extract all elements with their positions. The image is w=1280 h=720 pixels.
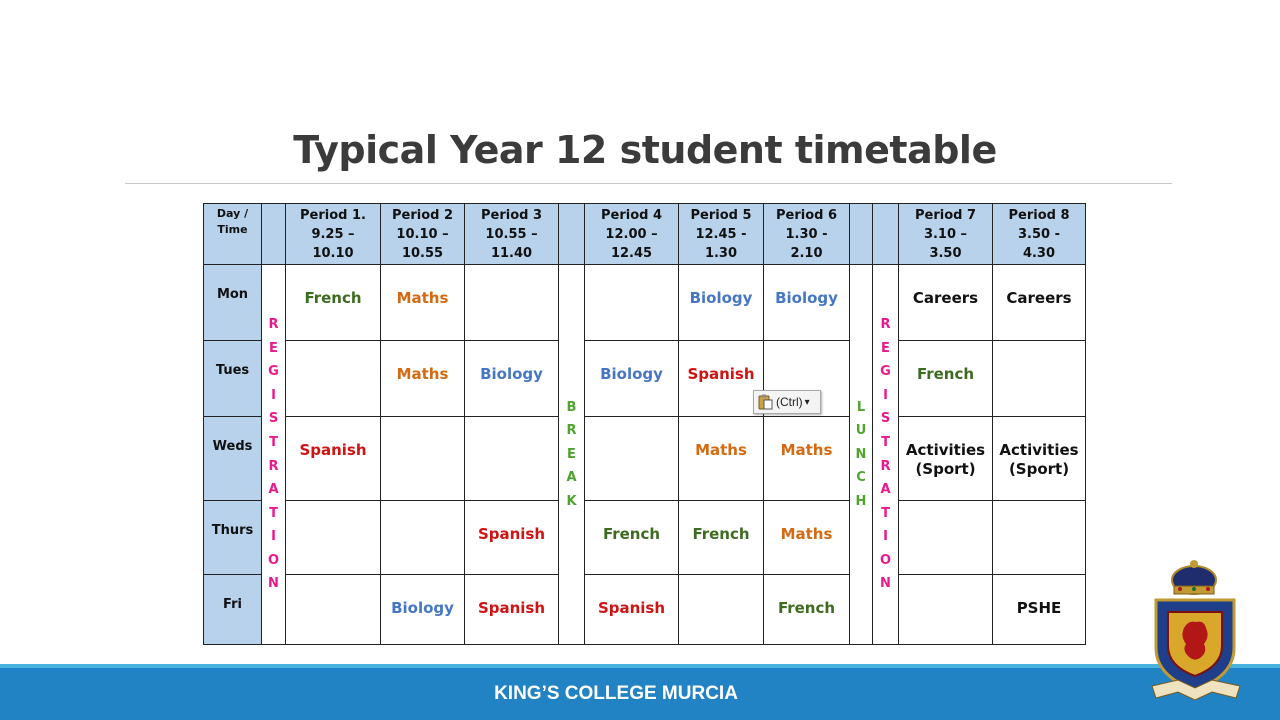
registration2-column-letter: T (881, 434, 890, 450)
break-column-letter: R (566, 423, 577, 439)
subject-name: Spanish (687, 365, 755, 383)
subject-cell (899, 575, 993, 645)
period-end: 11.40 (490, 245, 533, 261)
day-name: Weds (212, 439, 253, 454)
subject-name: Spanish (477, 525, 546, 543)
subject-name: Maths (396, 365, 449, 383)
subject-cell (381, 341, 465, 417)
registration-column (262, 265, 286, 645)
corner-label-time: Time (217, 223, 248, 236)
subject-name: Maths (695, 441, 747, 459)
lunch-column-letter: U (855, 423, 867, 439)
subject-detail: (Sport) (915, 460, 976, 478)
registration2-column-letter: N (880, 576, 891, 592)
day-label (204, 501, 262, 575)
subject-cell (679, 341, 764, 417)
subject-cell (993, 341, 1086, 417)
day-name: Tues (215, 363, 250, 378)
table-row (204, 575, 1086, 645)
period-header (286, 204, 381, 265)
registration-column-letter: G (268, 364, 279, 380)
registration-column-letter: S (268, 411, 279, 427)
registration-column-letter: T (269, 434, 278, 450)
subject-cell (679, 417, 764, 501)
subject-cell (286, 417, 381, 501)
subject-cell (585, 417, 679, 501)
break-column-letter: E (567, 446, 576, 462)
registration-column-letter: E (269, 340, 278, 356)
registration2-column (873, 265, 899, 645)
lunch-column-letter: L (856, 399, 866, 415)
period-header (899, 204, 993, 265)
break-column-letter: B (566, 399, 577, 415)
period-start: 10.10 – (396, 226, 449, 242)
subject-cell (585, 265, 679, 341)
day-name: Thurs (211, 523, 254, 538)
break-column-letter: A (566, 470, 577, 486)
subject-cell (465, 341, 559, 417)
period-end: 1.30 (704, 245, 738, 261)
header-break-spacer (559, 204, 585, 265)
table-row (204, 341, 1086, 417)
subject-name: Maths (780, 441, 833, 459)
lunch-column-letter: H (855, 493, 867, 509)
paste-options-button[interactable] (753, 390, 821, 414)
registration-column-letter: R (268, 316, 279, 332)
header-lunch-spacer (850, 204, 873, 265)
corner-day-time (204, 204, 262, 265)
subject-cell (381, 575, 465, 645)
subject-cell (286, 501, 381, 575)
lunch-column (850, 265, 873, 645)
subject-cell (899, 501, 993, 575)
registration2-column-letter: E (881, 340, 890, 356)
subject-detail: (Sport) (1008, 460, 1070, 478)
subject-cell (381, 501, 465, 575)
paste-options-label: (Ctrl) (776, 395, 803, 409)
subject-name: French (777, 599, 836, 617)
registration-column-letter: A (268, 482, 279, 498)
period-header (764, 204, 850, 265)
header-row (204, 204, 1086, 265)
subject-name: Maths (780, 525, 833, 543)
table-row (204, 501, 1086, 575)
registration-column-letter: R (268, 458, 279, 474)
subject-cell (679, 265, 764, 341)
period-end: 12.45 (610, 245, 653, 261)
clipboard-icon (758, 394, 773, 410)
period-name: Period 6 (775, 207, 838, 223)
subject-cell (465, 417, 559, 501)
registration2-column-letter: I (883, 387, 888, 403)
lunch-column-letters (850, 396, 872, 514)
corner-label-day: Day / (216, 207, 249, 220)
subject-cell (993, 575, 1086, 645)
slide-title: Typical Year 12 student timetable (293, 128, 997, 172)
subject-cell (993, 417, 1086, 501)
subject-cell (585, 501, 679, 575)
lunch-column-letter: C (856, 470, 866, 486)
period-end: 4.30 (1022, 245, 1056, 261)
break-column (559, 265, 585, 645)
registration-column-letters (262, 313, 285, 596)
registration2-column-letter: S (880, 411, 891, 427)
period-header (585, 204, 679, 265)
subject-name: French (304, 289, 362, 307)
period-name: Period 4 (600, 207, 663, 223)
period-name: Period 1. (300, 207, 366, 223)
subject-name: Careers (912, 289, 979, 307)
subject-cell (585, 341, 679, 417)
subject-cell (764, 417, 850, 501)
period-header (381, 204, 465, 265)
subject-cell (381, 265, 465, 341)
period-start: 9.25 – (311, 226, 355, 242)
period-end: 3.50 (929, 245, 962, 261)
subject-name: Biology (775, 289, 838, 307)
registration2-column-letter: G (880, 364, 891, 380)
period-end: 10.10 (312, 245, 354, 261)
table-row (204, 417, 1086, 501)
subject-name: Biology (480, 365, 543, 383)
period-start: 1.30 - (785, 226, 828, 242)
subject-name: French (692, 525, 750, 543)
timetable (203, 203, 1086, 645)
footer-bar (0, 664, 1280, 720)
registration2-column-letter: R (880, 316, 891, 332)
subject-cell (993, 265, 1086, 341)
period-name: Period 2 (391, 207, 454, 223)
subject-name: Careers (1006, 289, 1072, 307)
subject-name: Biology (689, 289, 753, 307)
subject-cell (381, 417, 465, 501)
period-end: 2.10 (790, 245, 823, 261)
registration2-column-letter: A (880, 482, 891, 498)
subject-cell (764, 575, 850, 645)
registration2-column-letter: R (880, 458, 891, 474)
registration-column-letter: N (268, 576, 279, 592)
subject-name: Maths (396, 289, 449, 307)
subject-cell (899, 417, 993, 501)
registration-column-letter: O (267, 552, 280, 568)
subject-name: French (602, 525, 661, 543)
subject-cell (585, 575, 679, 645)
table-row (204, 265, 1086, 341)
period-end: 10.55 (401, 245, 444, 261)
period-start: 12.00 – (605, 226, 658, 242)
college-crest-icon (1148, 558, 1253, 708)
subject-name: Spanish (597, 599, 666, 617)
period-header (993, 204, 1086, 265)
day-name: Mon (216, 287, 249, 302)
period-start: 10.55 – (485, 226, 538, 242)
subject-cell (465, 501, 559, 575)
subject-cell (286, 575, 381, 645)
subject-name: Activities (905, 441, 986, 459)
subject-cell (679, 575, 764, 645)
period-name: Period 8 (1008, 207, 1070, 223)
break-column-letter: K (566, 493, 577, 509)
period-name: Period 3 (480, 207, 543, 223)
period-name: Period 5 (690, 207, 752, 223)
registration2-column-letter: O (879, 552, 892, 568)
period-name: Period 7 (914, 207, 977, 223)
registration2-column-letters (873, 313, 898, 596)
registration2-column-letter: T (881, 505, 890, 521)
subject-name: Biology (600, 365, 663, 383)
title-divider (125, 183, 1172, 184)
subject-name: Spanish (477, 599, 546, 617)
day-label (204, 341, 262, 417)
break-column-letters (559, 396, 584, 514)
subject-name: Biology (391, 599, 454, 617)
subject-cell (465, 575, 559, 645)
subject-cell (679, 501, 764, 575)
header-registration2-spacer (873, 204, 899, 265)
subject-cell (465, 265, 559, 341)
day-label (204, 417, 262, 501)
subject-name: French (916, 365, 975, 383)
header-registration-spacer (262, 204, 286, 265)
period-start: 3.10 – (923, 226, 968, 242)
period-start: 3.50 - (1018, 226, 1060, 242)
lunch-column-letter: N (855, 446, 867, 462)
day-name: Fri (223, 597, 242, 612)
subject-name: Activities (999, 441, 1079, 459)
subject-name: PSHE (1016, 599, 1062, 617)
subject-cell (764, 265, 850, 341)
registration2-column-letter: I (883, 529, 888, 545)
registration-column-letter: I (271, 529, 276, 545)
subject-cell (899, 265, 993, 341)
period-header (679, 204, 764, 265)
subject-cell (286, 341, 381, 417)
registration-column-letter: I (271, 387, 276, 403)
subject-name: Spanish (299, 441, 367, 459)
registration-column-letter: T (269, 505, 278, 521)
day-label (204, 575, 262, 645)
chevron-down-icon: ▾ (804, 396, 810, 408)
subject-cell (899, 341, 993, 417)
period-start: 12.45 - (695, 226, 747, 242)
footer-text: KING’S COLLEGE MURCIA (494, 683, 738, 704)
day-label (204, 265, 262, 341)
period-header (465, 204, 559, 265)
subject-cell (286, 265, 381, 341)
subject-cell (993, 501, 1086, 575)
subject-cell (764, 501, 850, 575)
